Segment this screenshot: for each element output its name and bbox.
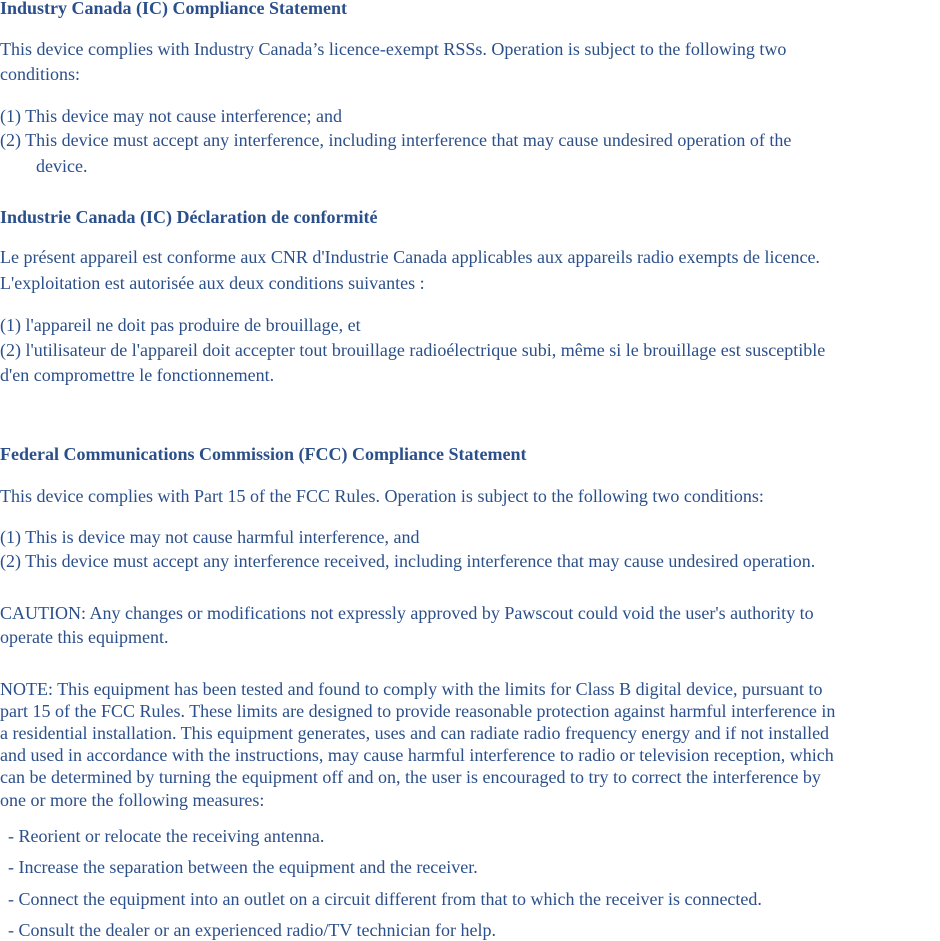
ic-en-intro-line-1: This device complies with Industry Canada’s licence-exempt RSSs. Operation is subject to the following two: [0, 39, 787, 59]
ic-fr-intro-line-1: Le présent appareil est conforme aux CNR d'Industrie Canada applicables aux appareils radio exempts de licence.: [0, 247, 820, 267]
list-item: - Connect the equipment into an outlet on a circuit different from that to which the receiver is connected.: [8, 889, 762, 909]
fcc-heading: Federal Communications Commission (FCC) Compliance Statement: [0, 444, 527, 464]
fcc-note-line: NOTE: This equipment has been tested and found to comply with the limits for Class B digital device, pursuant to: [0, 679, 823, 699]
ic-en-condition-2-continued: device.: [36, 156, 88, 176]
list-item: - Reorient or relocate the receiving antenna.: [8, 826, 325, 846]
fcc-note-line: can be determined by turning the equipment off and on, the user is encouraged to try to correct the interference by: [0, 767, 821, 787]
ic-fr-intro-line-2: L'exploitation est autorisée aux deux conditions suivantes :: [0, 273, 425, 293]
fcc-note-line: a residential installation. This equipment generates, uses and can radiate radio frequency energy and if not installed: [0, 723, 830, 743]
ic-fr-condition-2-continued: d'en compromettre le fonctionnement.: [0, 365, 275, 385]
ic-fr-condition-2: (2) l'utilisateur de l'appareil doit accepter tout brouillage radioélectrique subi, même si le brouillage est susceptible: [0, 340, 826, 360]
fcc-note-line: one or more the following measures:: [0, 790, 265, 810]
fcc-note-line: part 15 of the FCC Rules. These limits are designed to provide reasonable protection against harmful interference in: [0, 701, 836, 721]
ic-en-intro-line-2: conditions:: [0, 64, 80, 84]
fcc-note-line: and used in accordance with the instructions, may cause harmful interference to radio or television reception, which: [0, 745, 834, 765]
ic-fr-heading: Industrie Canada (IC) Déclaration de conformité: [0, 207, 378, 227]
fcc-intro: This device complies with Part 15 of the FCC Rules. Operation is subject to the following two conditions:: [0, 486, 764, 506]
fcc-condition-1: (1) This is device may not cause harmful interference, and: [0, 527, 420, 547]
fcc-caution-line-2: operate this equipment.: [0, 627, 169, 647]
fcc-condition-2: (2) This device must accept any interference received, including interference that may cause undesired operation.: [0, 551, 816, 571]
ic-en-condition-2: (2) This device must accept any interference, including interference that may cause undesired operation of the: [0, 130, 792, 150]
ic-en-heading: Industry Canada (IC) Compliance Statement: [0, 0, 348, 18]
list-item: - Consult the dealer or an experienced radio/TV technician for help.: [8, 920, 496, 940]
list-item: - Increase the separation between the equipment and the receiver.: [8, 857, 478, 877]
fcc-caution-line-1: CAUTION: Any changes or modifications not expressly approved by Pawscout could void the user's authority to: [0, 603, 814, 623]
ic-en-condition-1: (1) This device may not cause interference; and: [0, 106, 343, 126]
ic-fr-condition-1: (1) l'appareil ne doit pas produire de brouillage, et: [0, 315, 361, 335]
